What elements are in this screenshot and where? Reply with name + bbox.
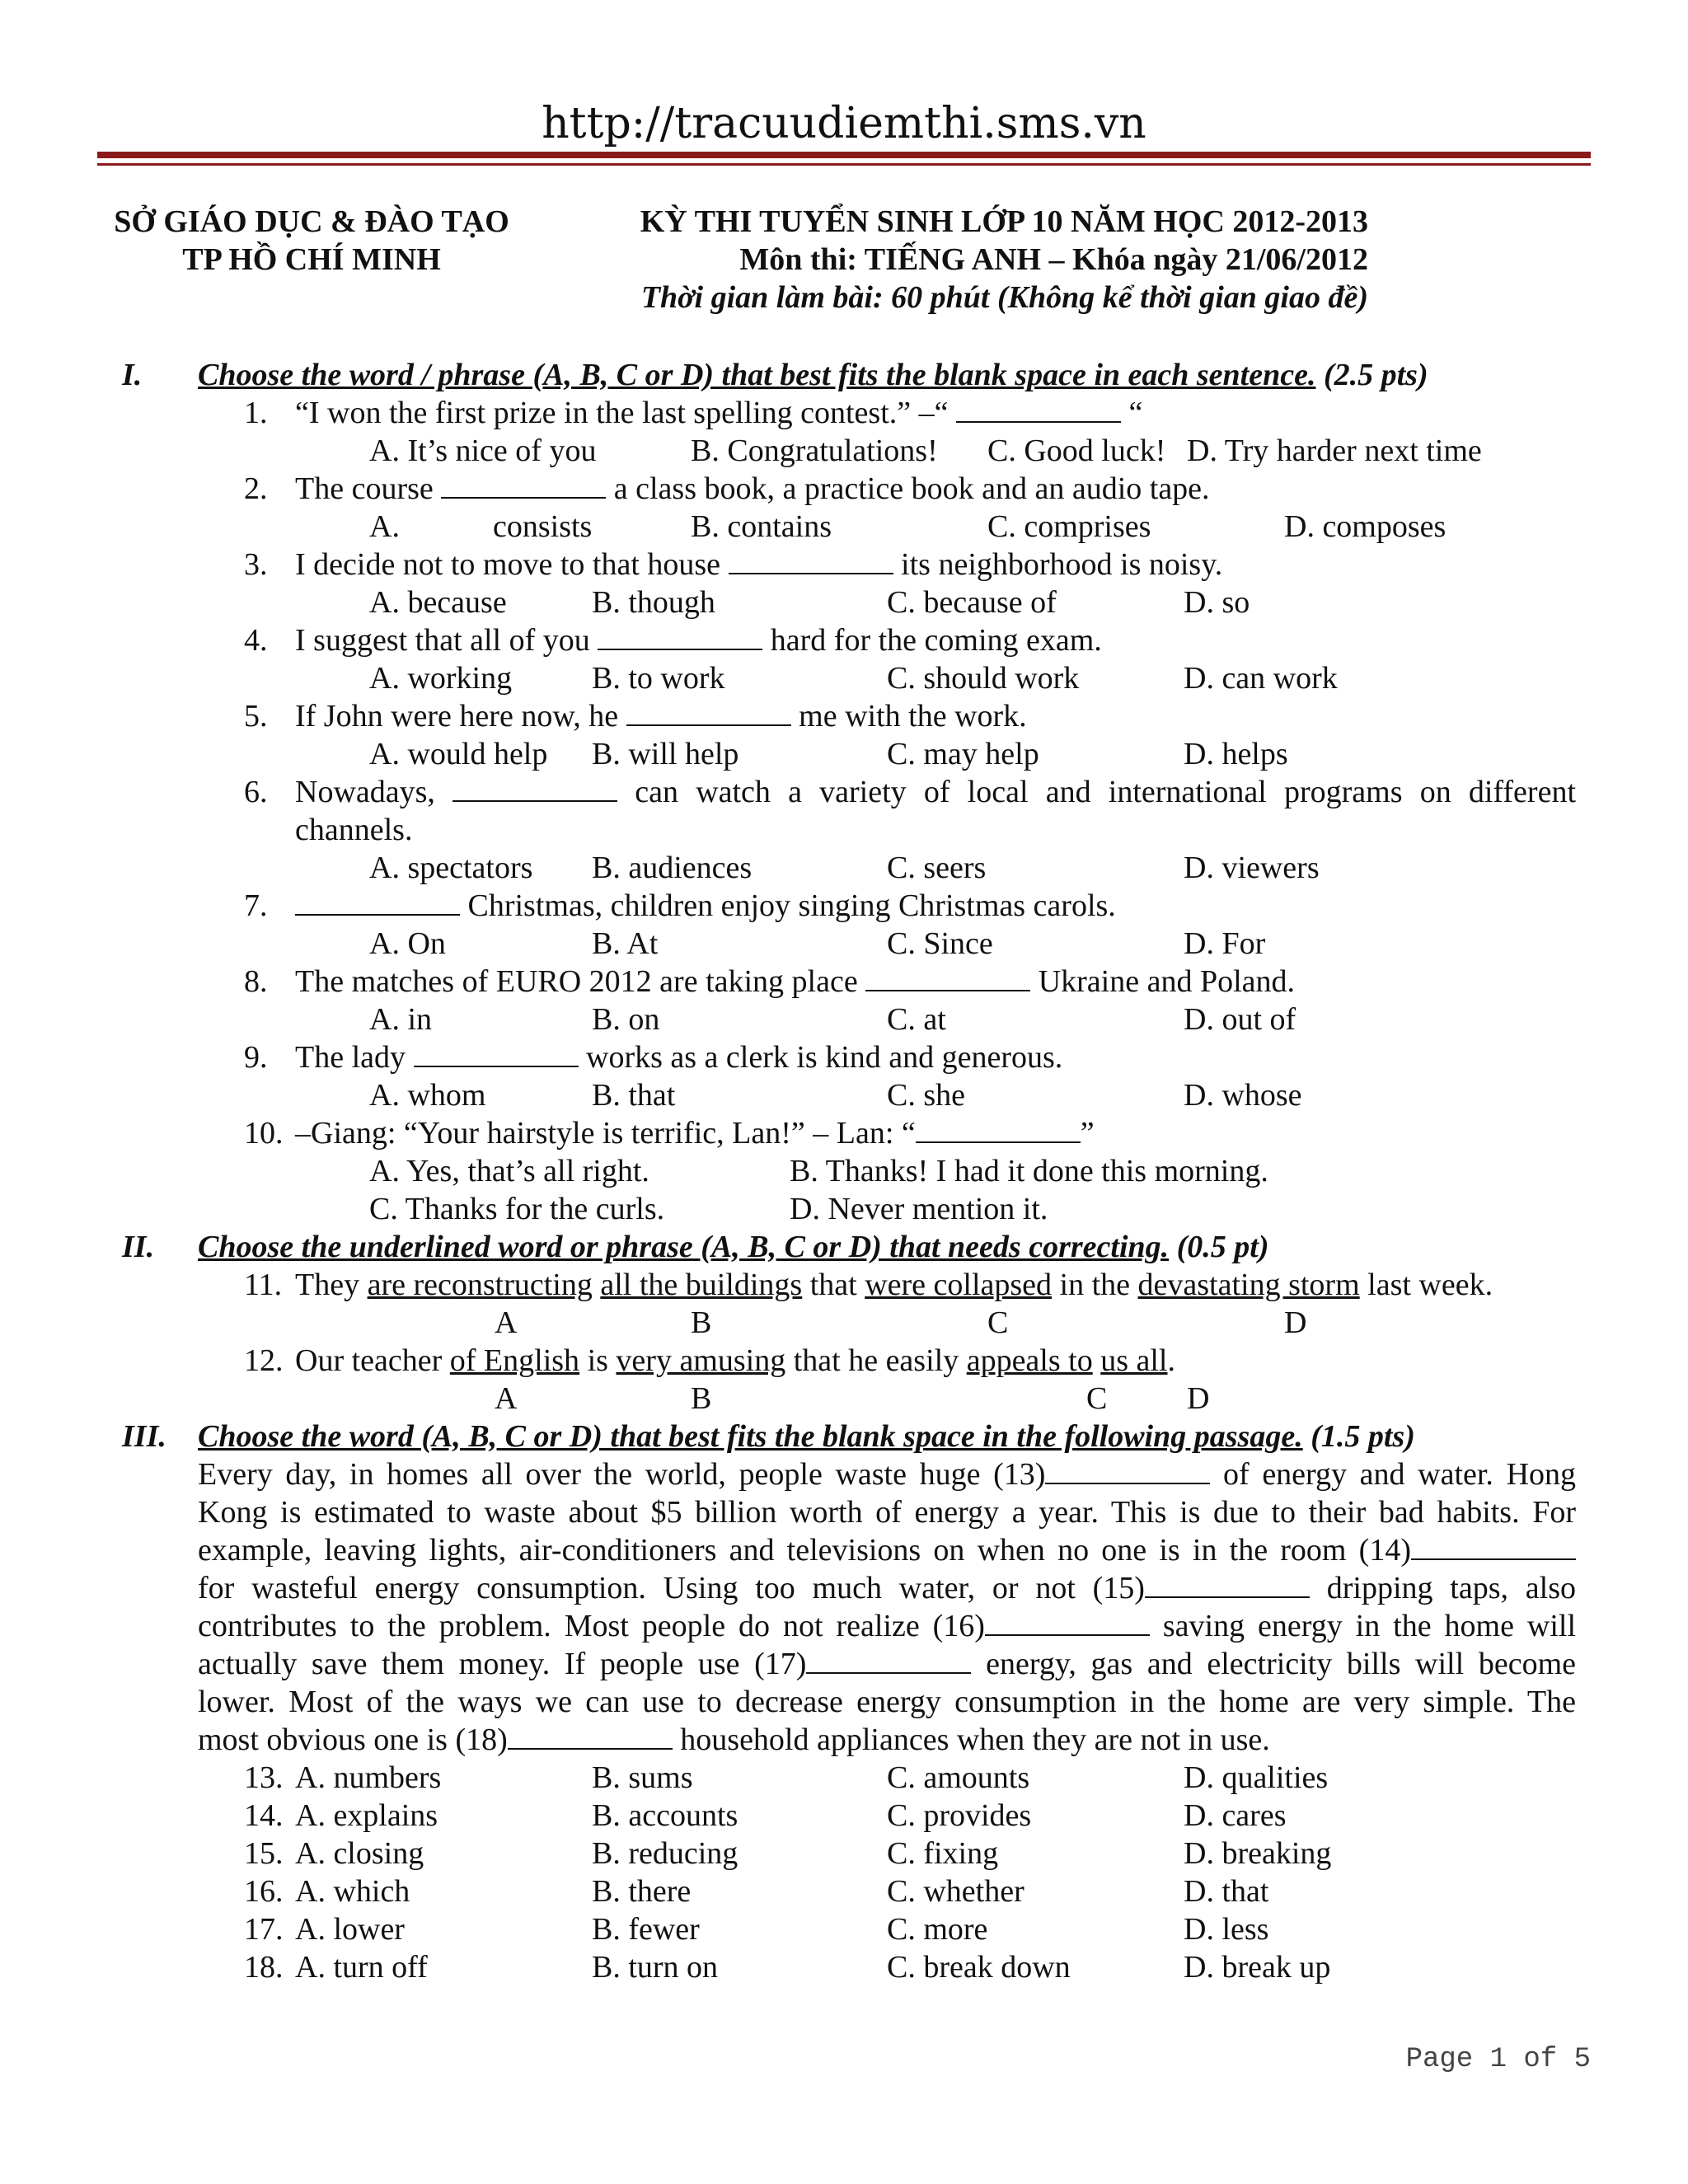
- option-text: A.: [369, 509, 400, 544]
- option-b: [592, 1759, 692, 1797]
- question-number-text: 10.: [244, 1116, 284, 1151]
- option-text: B. to work: [592, 661, 725, 696]
- question-text-part: [593, 1268, 601, 1302]
- question-number-text: 11.: [244, 1268, 283, 1302]
- option-c: [887, 1759, 1029, 1797]
- option-c: [887, 1872, 1025, 1910]
- option-c: [887, 1910, 987, 1948]
- question-text-part: The lady: [295, 1040, 414, 1075]
- question-text: [295, 621, 1102, 659]
- question-number-text: 16.: [244, 1874, 284, 1909]
- option-text: A. turn off: [295, 1950, 428, 1985]
- option-text: B. fewer: [592, 1912, 700, 1947]
- answer-blank: [1145, 1572, 1310, 1598]
- option-c: [887, 583, 1057, 621]
- passage-text: household appliances when they are not in use.: [672, 1722, 1270, 1757]
- question-text: [295, 963, 1295, 1001]
- option-letter-text: C: [987, 1305, 1009, 1340]
- underlined-phrase-c: were collapsed: [865, 1268, 1053, 1302]
- question-number-text: 6.: [244, 775, 268, 809]
- section-number-text: II.: [122, 1230, 155, 1264]
- answer-blank: [508, 1723, 673, 1750]
- question-text-part: Nowadays,: [295, 775, 453, 809]
- question-number: [244, 1910, 284, 1948]
- question-text-part: [1093, 1343, 1101, 1378]
- option-text: B. though: [592, 585, 715, 620]
- option-text: C. Thanks for the curls.: [369, 1192, 665, 1226]
- option-text: D. whose: [1184, 1078, 1302, 1113]
- option-c: [887, 1797, 1031, 1835]
- option-a: [369, 508, 400, 546]
- option-d: [1184, 1759, 1328, 1797]
- option-c: [987, 432, 1165, 470]
- site-url: http://tracuudiemthi.sms.vn: [542, 99, 1146, 148]
- option-a: [295, 1797, 438, 1835]
- option-text: D. qualities: [1184, 1760, 1329, 1795]
- question-text-continued: [295, 811, 412, 849]
- option-b: [592, 1076, 675, 1114]
- option-letter-c: [1086, 1380, 1107, 1418]
- option-d: [1184, 1797, 1286, 1835]
- question-number: [244, 773, 268, 811]
- passage-text: contributes to the problem. Most people do not realize (16): [198, 1609, 985, 1643]
- question-number-text: 12.: [244, 1343, 284, 1378]
- question-text-part: ”: [1080, 1116, 1095, 1151]
- option-text: A. On: [369, 926, 446, 961]
- question-number: [244, 1835, 284, 1872]
- underlined-phrase-b: all the buildings: [600, 1268, 803, 1302]
- answer-blank: [806, 1647, 971, 1674]
- section-number: [122, 356, 142, 394]
- option-text: C. may help: [887, 737, 1039, 771]
- header-left: [97, 203, 526, 279]
- question-text-part: that: [802, 1268, 865, 1302]
- question-number-text: 4.: [244, 623, 268, 658]
- question-number-text: 9.: [244, 1040, 268, 1075]
- option-a: [369, 1076, 485, 1114]
- question-number-text: 15.: [244, 1836, 284, 1871]
- question-text: [295, 697, 1027, 735]
- option-text: B. will help: [592, 737, 739, 771]
- option-d: [1184, 1835, 1331, 1872]
- option-c: [887, 735, 1039, 773]
- option-text: B. sums: [592, 1760, 693, 1795]
- option-text: A. because: [369, 585, 507, 620]
- page-footer: Page 1 of 5: [1405, 2044, 1591, 2075]
- option-a: [369, 1001, 432, 1038]
- option-c: [887, 849, 986, 887]
- question-number: [244, 1797, 284, 1835]
- question-text-part: Our teacher: [295, 1343, 450, 1378]
- option-d: [1184, 1948, 1330, 1986]
- option-a: [369, 849, 532, 887]
- option-text: A. spectators: [369, 851, 533, 885]
- option-text: B. Congratulations!: [691, 434, 938, 468]
- option-text: D. that: [1184, 1874, 1269, 1909]
- option-letter-d: [1284, 1304, 1306, 1342]
- underlined-phrase-b: very amusing: [616, 1343, 786, 1378]
- option-d: [790, 1190, 1048, 1228]
- option-d: [1184, 1076, 1302, 1114]
- passage-text: of energy and water. Hong: [1210, 1457, 1577, 1492]
- option-d: [1184, 659, 1338, 697]
- question-number-text: 2.: [244, 471, 268, 506]
- option-a: [295, 1948, 428, 1986]
- option-text: B. that: [592, 1078, 676, 1113]
- option-a: [295, 1759, 441, 1797]
- option-text: B. on: [592, 1002, 660, 1037]
- question-number-text: 7.: [244, 888, 268, 923]
- option-text: D. out of: [1184, 1002, 1296, 1037]
- passage-line: [198, 1607, 1576, 1645]
- option-a-text: [493, 508, 592, 546]
- passage-text: Kong is estimated to waste about $5 billion worth of energy a year. This is due to their bad habits. For: [198, 1495, 1576, 1530]
- answer-blank: [414, 1041, 579, 1067]
- question-number: [244, 1266, 282, 1304]
- option-b: [592, 1797, 738, 1835]
- question-text: [295, 1266, 1493, 1304]
- option-text: C. comprises: [987, 509, 1151, 544]
- city-name: TP HỒ CHÍ MINH: [182, 242, 441, 277]
- option-text: A. whom: [369, 1078, 486, 1113]
- option-text: D. less: [1184, 1912, 1269, 1947]
- answer-blank: [626, 700, 791, 726]
- underlined-phrase-a: are reconstructing: [367, 1268, 593, 1302]
- option-d: [1187, 432, 1482, 470]
- passage-text: dripping taps, also: [1309, 1571, 1576, 1605]
- option-text: D. Never mention it.: [790, 1192, 1048, 1226]
- question-text-part: is: [579, 1343, 617, 1378]
- header-rule-thin: [97, 163, 1591, 166]
- option-b: [592, 1001, 659, 1038]
- question-text-part: –Giang: “Your hairstyle is terrific, Lan!” – Lan: “: [295, 1116, 916, 1151]
- option-d: [1184, 735, 1288, 773]
- option-d: [1284, 508, 1446, 546]
- question-number-text: 14.: [244, 1798, 284, 1833]
- exam-duration: Thời gian làm bài: 60 phút (Không kể thời gian giao đề): [640, 280, 1368, 315]
- option-text: C. whether: [887, 1874, 1025, 1909]
- option-text: C. amounts: [887, 1760, 1030, 1795]
- section-title: [198, 1228, 1269, 1266]
- option-text: C. fixing: [887, 1836, 999, 1871]
- option-c: [887, 925, 993, 963]
- underlined-phrase-c: appeals to: [966, 1343, 1093, 1378]
- passage-text: saving energy in the home will: [1149, 1609, 1576, 1643]
- option-letter-text: A: [495, 1305, 518, 1340]
- option-text: A. It’s nice of you: [369, 434, 597, 468]
- option-text: A. lower: [295, 1912, 405, 1947]
- option-text: B. Thanks! I had it done this morning.: [790, 1154, 1268, 1188]
- section-number-text: I.: [122, 358, 143, 392]
- option-c: [369, 1190, 664, 1228]
- section-points: (1.5 pts): [1302, 1419, 1415, 1454]
- option-letter-c: [987, 1304, 1008, 1342]
- passage-text: energy, gas and electricity bills will become: [971, 1647, 1576, 1681]
- option-letter-text: D: [1284, 1305, 1307, 1340]
- question-text-part: Christmas, children enjoy singing Christmas carols.: [460, 888, 1116, 923]
- underlined-phrase-d: devastating storm: [1137, 1268, 1360, 1302]
- question-number: [244, 621, 268, 659]
- passage-text: for wasteful energy consumption. Using too much water, or not (15): [198, 1571, 1145, 1605]
- option-a: [369, 659, 512, 697]
- option-b: [691, 508, 832, 546]
- question-number: [244, 963, 268, 1001]
- option-text: A. working: [369, 661, 513, 696]
- question-text-part: that he easily: [785, 1343, 967, 1378]
- option-text: C. at: [887, 1002, 946, 1037]
- section-points: (2.5 pts): [1315, 358, 1428, 392]
- option-a: [295, 1872, 410, 1910]
- header-rule-thick: [97, 152, 1591, 158]
- question-text: [295, 773, 1576, 811]
- passage-line: [198, 1493, 1576, 1531]
- option-text: D. cares: [1184, 1798, 1287, 1833]
- passage-line: [198, 1455, 1576, 1493]
- option-b: [592, 1835, 738, 1872]
- question-text: [295, 394, 1142, 432]
- question-number: [244, 697, 268, 735]
- question-text: [295, 1038, 1062, 1076]
- option-d: [1184, 1872, 1268, 1910]
- question-number: [244, 887, 268, 925]
- question-text-part: its neighborhood is noisy.: [893, 547, 1223, 582]
- option-a: [295, 1910, 405, 1948]
- question-text-part: .: [1167, 1343, 1175, 1378]
- option-b: [592, 735, 738, 773]
- question-number: [244, 394, 268, 432]
- question-number-text: 17.: [244, 1912, 284, 1947]
- exam-subject: Môn thi: TIẾNG ANH – Khóa ngày 21/06/2012: [739, 242, 1368, 277]
- section-title-text: Choose the underlined word or phrase (A, B, C or D) that needs correcting.: [198, 1230, 1170, 1264]
- option-letter-a: [495, 1304, 517, 1342]
- section-title: [198, 1418, 1415, 1455]
- header-right: [577, 203, 1368, 316]
- department-name: SỞ GIÁO DỤC & ĐÀO TẠO: [114, 204, 509, 239]
- section-title-text: Choose the word / phrase (A, B, C or D) that best fits the blank space in each sentence.: [198, 358, 1316, 392]
- passage-text: example, leaving lights, air-conditioners and televisions on when no one is in the room (14): [198, 1533, 1411, 1568]
- option-text: B. accounts: [592, 1798, 738, 1833]
- option-a: [369, 735, 547, 773]
- option-d: [1184, 925, 1265, 963]
- answer-blank: [295, 889, 460, 916]
- option-b: [592, 849, 752, 887]
- option-c: [887, 1076, 965, 1114]
- passage-line: [198, 1683, 1576, 1721]
- option-d: [1184, 1001, 1296, 1038]
- option-text: D. breaking: [1184, 1836, 1332, 1871]
- question-text-part: I suggest that all of you: [295, 623, 598, 658]
- option-c: [987, 508, 1151, 546]
- question-text-part: a class book, a practice book and an audio tape.: [606, 471, 1210, 506]
- question-number-text: 8.: [244, 964, 268, 999]
- section-number-text: III.: [122, 1419, 166, 1454]
- question-number: [244, 1948, 284, 1986]
- question-text-part: The course: [295, 471, 442, 506]
- section-title-text: Choose the word (A, B, C or D) that best fits the blank space in the following passage.: [198, 1419, 1303, 1454]
- question-number: [244, 1038, 268, 1076]
- question-number-text: 5.: [244, 699, 268, 733]
- option-text: A. numbers: [295, 1760, 442, 1795]
- question-text-part: “: [1121, 396, 1143, 430]
- option-text: C. should work: [887, 661, 1080, 696]
- question-number-text: 13.: [244, 1760, 284, 1795]
- question-text: [295, 546, 1222, 583]
- question-number: [244, 1342, 284, 1380]
- option-text: D. For: [1184, 926, 1266, 961]
- question-number: [244, 1114, 284, 1152]
- underlined-phrase-d: us all: [1100, 1343, 1168, 1378]
- option-text: C. seers: [887, 851, 987, 885]
- option-d: [1184, 583, 1250, 621]
- section-number: [122, 1228, 154, 1266]
- option-text: D. composes: [1284, 509, 1447, 544]
- option-a: [295, 1835, 424, 1872]
- option-c: [887, 1001, 946, 1038]
- question-number: [244, 470, 268, 508]
- option-text: A. in: [369, 1002, 432, 1037]
- option-letter-text: B: [691, 1381, 712, 1416]
- question-text-part: They: [295, 1268, 368, 1302]
- option-text: A. explains: [295, 1798, 438, 1833]
- option-text: A. Yes, that’s all right.: [369, 1154, 649, 1188]
- option-b: [790, 1152, 1268, 1190]
- option-text: D. so: [1184, 585, 1250, 620]
- question-number: [244, 1872, 284, 1910]
- passage-text: lower. Most of the ways we can use to decrease energy consumption in the home are very simple. The: [198, 1685, 1576, 1719]
- option-b: [592, 1910, 700, 1948]
- question-number: [244, 546, 268, 583]
- passage-line: [198, 1645, 1576, 1683]
- option-text: B. contains: [691, 509, 832, 544]
- option-a: [369, 925, 446, 963]
- option-text: C. Since: [887, 926, 993, 961]
- option-letter-d: [1187, 1380, 1209, 1418]
- option-b: [592, 659, 725, 697]
- option-text: A. which: [295, 1874, 410, 1909]
- question-number-text: 18.: [244, 1950, 284, 1985]
- question-text-part: Ukraine and Poland.: [1030, 964, 1296, 999]
- answer-blank: [985, 1610, 1150, 1636]
- option-c: [887, 1835, 998, 1872]
- option-b: [691, 432, 938, 470]
- option-text: C. more: [887, 1912, 988, 1947]
- option-b: [592, 925, 658, 963]
- option-text: C. break down: [887, 1950, 1071, 1985]
- option-text: B. there: [592, 1874, 692, 1909]
- answer-blank: [729, 548, 893, 574]
- question-text-part: “I won the first prize in the last spelling contest.” –“: [295, 396, 956, 430]
- option-c: [887, 1948, 1071, 1986]
- option-b: [592, 1872, 691, 1910]
- option-text: A. closing: [295, 1836, 424, 1871]
- answer-blank: [1045, 1458, 1210, 1484]
- option-letter-text: C: [1086, 1381, 1108, 1416]
- answer-blank: [441, 472, 606, 499]
- question-text-part: channels.: [295, 813, 413, 847]
- option-a: [369, 432, 596, 470]
- answer-blank: [865, 965, 1030, 991]
- option-text: D. Try harder next time: [1187, 434, 1482, 468]
- question-text-part: can watch a variety of local and international programs on different: [617, 775, 1576, 809]
- section-number: [122, 1418, 166, 1455]
- option-letter-b: [691, 1380, 711, 1418]
- passage-line: [198, 1721, 1576, 1759]
- question-text-part: last week.: [1359, 1268, 1493, 1302]
- answer-blank: [1411, 1534, 1576, 1560]
- option-text: B. reducing: [592, 1836, 738, 1871]
- question-text-part: works as a clerk is kind and generous.: [578, 1040, 1063, 1075]
- answer-blank: [956, 396, 1121, 423]
- question-text: [295, 1342, 1175, 1380]
- question-text-part: in the: [1052, 1268, 1138, 1302]
- underlined-phrase-a: of English: [449, 1343, 580, 1378]
- question-number: [244, 1759, 284, 1797]
- option-d: [1184, 1910, 1268, 1948]
- option-letter-a: [495, 1380, 517, 1418]
- answer-blank: [916, 1117, 1081, 1143]
- option-text: B. audiences: [592, 851, 753, 885]
- question-text: [295, 887, 1116, 925]
- answer-blank: [598, 624, 762, 650]
- passage-text: Every day, in homes all over the world, people waste huge (13): [198, 1457, 1046, 1492]
- option-d: [1184, 849, 1320, 887]
- question-text-part: If John were here now, he: [295, 699, 626, 733]
- option-a: [369, 583, 507, 621]
- option-c: [887, 659, 1079, 697]
- section-title: [198, 356, 1428, 394]
- question-text: [295, 470, 1210, 508]
- question-text-part: The matches of EURO 2012 are taking place: [295, 964, 866, 999]
- option-text: C. Good luck!: [987, 434, 1166, 468]
- option-letter-b: [691, 1304, 711, 1342]
- option-text: C. because of: [887, 585, 1057, 620]
- option-text: consists: [493, 509, 593, 544]
- option-text: D. viewers: [1184, 851, 1320, 885]
- option-b: [592, 1948, 718, 1986]
- option-text: B. At: [592, 926, 659, 961]
- option-text: C. provides: [887, 1798, 1032, 1833]
- question-number-text: 3.: [244, 547, 268, 582]
- question-text-part: I decide not to move to that house: [295, 547, 729, 582]
- exam-title: KỲ THI TUYỂN SINH LỚP 10 NĂM HỌC 2012-2013: [640, 204, 1368, 239]
- option-letter-text: D: [1187, 1381, 1210, 1416]
- question-number-text: 1.: [244, 396, 268, 430]
- passage-line: [198, 1569, 1576, 1607]
- option-a: [369, 1152, 649, 1190]
- option-text: D. break up: [1184, 1950, 1331, 1985]
- option-text: D. helps: [1184, 737, 1288, 771]
- passage-line: [198, 1531, 1576, 1569]
- option-text: C. she: [887, 1078, 965, 1113]
- question-text-part: hard for the coming exam.: [762, 623, 1102, 658]
- passage-text: most obvious one is (18): [198, 1722, 508, 1757]
- option-letter-text: B: [691, 1305, 712, 1340]
- question-text-part: me with the work.: [790, 699, 1027, 733]
- answer-blank: [452, 776, 617, 802]
- option-text: A. would help: [369, 737, 548, 771]
- passage-text: actually save them money. If people use (17): [198, 1647, 807, 1681]
- option-text: D. can work: [1184, 661, 1338, 696]
- question-text: [295, 1114, 1095, 1152]
- option-text: B. turn on: [592, 1950, 719, 1985]
- option-letter-text: A: [495, 1381, 518, 1416]
- section-points: (0.5 pt): [1169, 1230, 1269, 1264]
- option-b: [592, 583, 715, 621]
